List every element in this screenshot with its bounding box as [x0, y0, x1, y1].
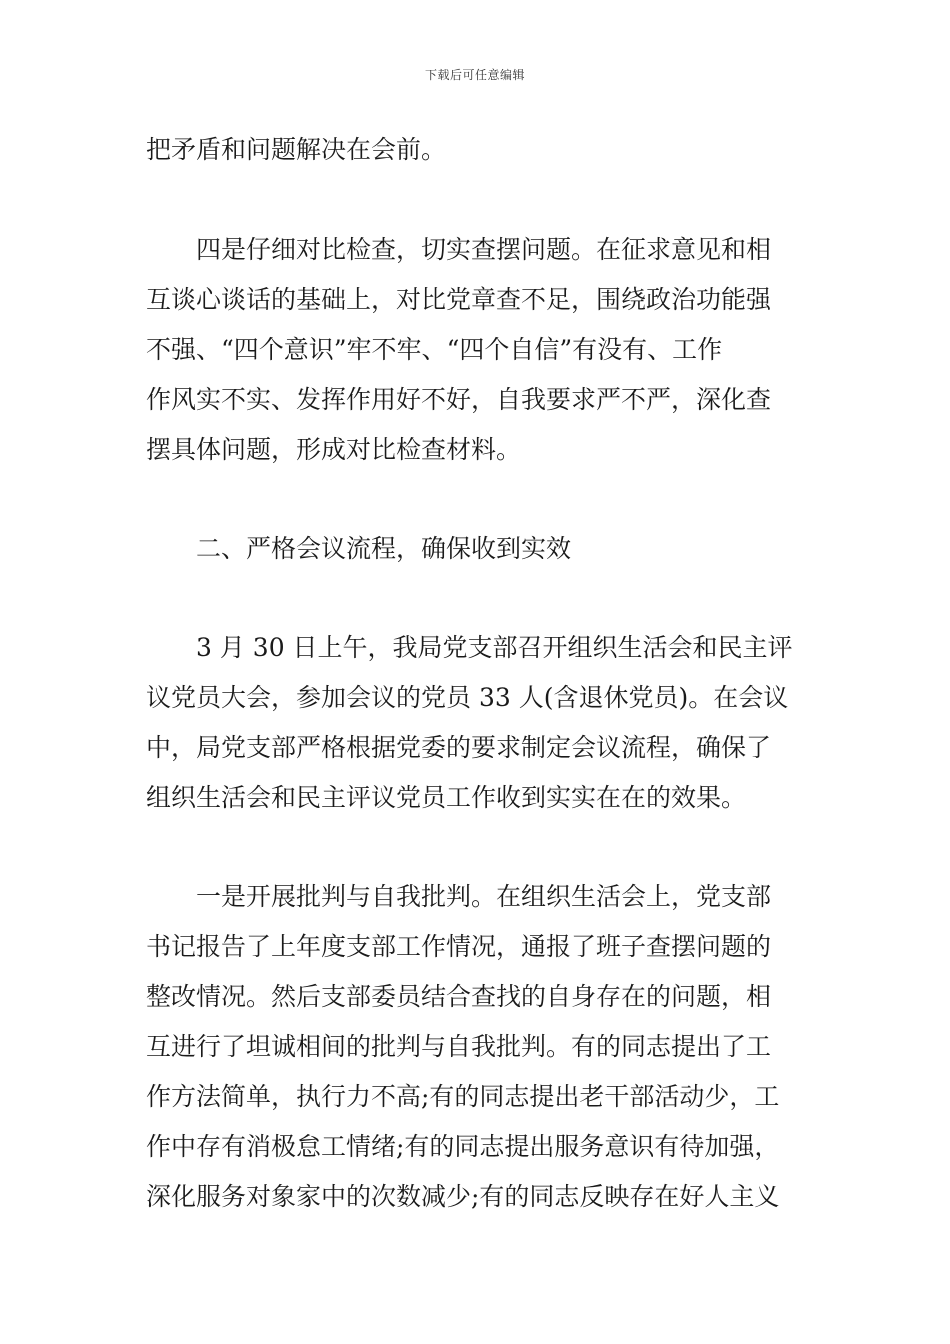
text-line: 作方法简单，执行力不高;有的同志提出老干部活动少，工	[146, 1082, 780, 1111]
text-line: 把矛盾和问题解决在会前。	[146, 135, 447, 164]
text-line: 深化服务对象家中的次数减少;有的同志反映存在好人主义	[146, 1182, 780, 1211]
text-line: 四是仔细对比检查，切实查摆问题。在征求意见和相	[196, 235, 772, 264]
text-line: 书记报告了上年度支部工作情况，通报了班子查摆问题的	[146, 932, 772, 961]
text-line: 摆具体问题，形成对比检查材料。	[146, 435, 522, 464]
text-line: 中，局党支部严格根据党委的要求制定会议流程，确保了	[146, 733, 772, 762]
text-line: 互谈心谈话的基础上，对比党章查不足，围绕政治功能强	[146, 285, 772, 314]
text-line: 3 月 30 日上午，我局党支部召开组织生活会和民主评	[196, 633, 793, 662]
page-header: 下载后可任意编辑	[424, 68, 525, 82]
text-line: 一是开展批判与自我批判。在组织生活会上，党支部	[196, 882, 772, 911]
text-line: 作中存有消极怠工情绪;有的同志提出服务意识有待加强，	[146, 1132, 780, 1161]
section-heading: 二、严格会议流程，确保收到实效	[196, 534, 572, 563]
text-line: 整改情况。然后支部委员结合查找的自身存在的问题，相	[146, 982, 772, 1011]
text-line: 议党员大会，参加会议的党员 33 人(含退休党员)。在会议	[146, 683, 789, 712]
text-line: 组织生活会和民主评议党员工作收到实实在在的效果。	[146, 783, 747, 812]
text-line: 作风实不实、发挥作用好不好，自我要求严不严，深化查	[146, 385, 772, 414]
text-line: 互进行了坦诚相间的批判与自我批判。有的同志提出了工	[146, 1032, 772, 1061]
text-line: 不强、“四个意识”牢不牢、“四个自信”有没有、工作	[146, 335, 723, 364]
